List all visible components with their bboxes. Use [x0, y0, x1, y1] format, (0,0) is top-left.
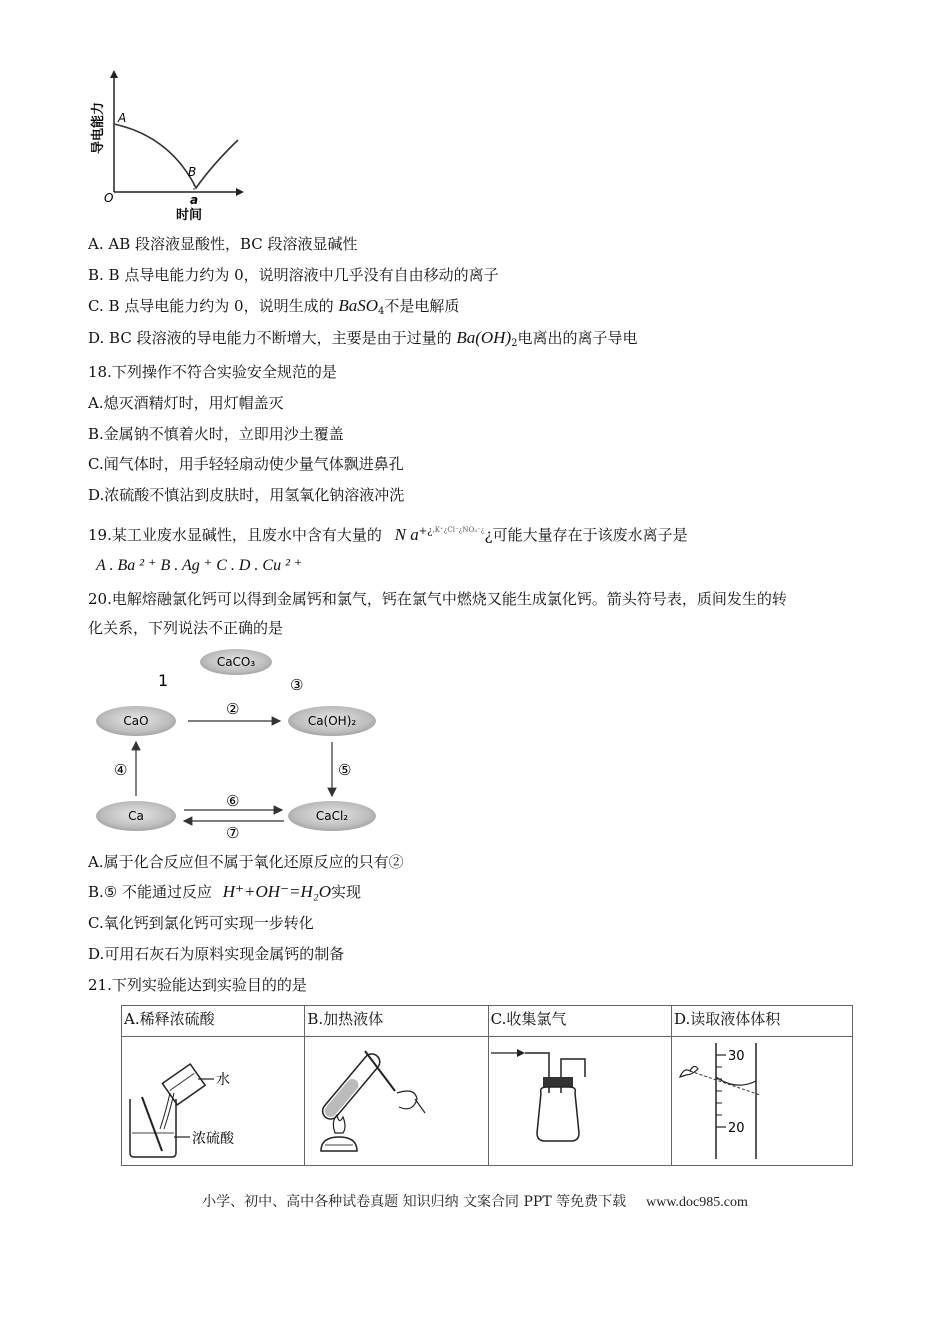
q19-stem-pre: 19.某工业废水显碱性，且废水中含有大量的 — [88, 526, 382, 544]
q17-c-sub: 4 — [378, 306, 385, 317]
q17-option-b: B. B 点导电能力约为 0，说明溶液中几乎没有自由移动的离子 — [88, 266, 499, 284]
q17-d-formula: Ba(OH) — [456, 328, 512, 347]
q19-ion: N a — [394, 525, 419, 544]
dilute-acid-figure — [122, 1037, 302, 1161]
q20-b-formula: H⁺+OH⁻=H₂O — [222, 882, 331, 901]
q20-option-c: C.氧化钙到氯化钙可实现一步转化 — [88, 914, 314, 932]
q18-option-d: D.浓硫酸不慎沾到皮肤时，用氢氧化钠溶液冲洗 — [88, 486, 405, 504]
node-ca-label: Ca — [128, 809, 144, 823]
table-header-row — [122, 1006, 853, 1037]
q17-c-formula: BaSO — [338, 296, 379, 315]
conductivity-curve — [114, 124, 238, 188]
x-axis-arrow-icon — [236, 188, 244, 196]
q19-stem-post: ¿可能大量存在于该废水离子是 — [484, 526, 688, 544]
q20-b-pre: B.⑤ 不能通过反应 — [88, 883, 213, 901]
label-water: 水 — [216, 1072, 230, 1088]
diagram-num-4: ④ — [114, 761, 128, 779]
q17-d-post: 电离出的离子导电 — [517, 329, 638, 347]
node-caco3-label: CaCO₃ — [216, 655, 256, 669]
diagram-num-5: ⑤ — [338, 761, 352, 779]
node-cacl2-label: CaCl₂ — [315, 809, 349, 823]
graph-origin: O — [104, 191, 114, 205]
graph-point-b: B — [188, 165, 197, 179]
header-c: C.收集氯气 — [488, 1006, 671, 1037]
q21-experiment-table — [121, 1005, 853, 1166]
q17-c-pre: C. B 点导电能力约为 0，说明生成的 — [88, 297, 334, 315]
tick-30: 30 — [728, 1049, 745, 1064]
q17-option-c — [88, 296, 459, 322]
footer-url[interactable]: www.doc985.com — [646, 1195, 748, 1210]
diagram-num-7: ⑦ — [226, 824, 240, 840]
conductivity-graph — [88, 66, 248, 224]
q19-stem — [88, 520, 688, 545]
q20-option-d: D.可用石灰石为原料实现金属钙的制备 — [88, 945, 345, 963]
calcium-cycle-diagram — [88, 644, 388, 840]
q20-stem-line2: 化关系，下列说法不正确的是 — [88, 619, 284, 637]
cell-b — [305, 1037, 488, 1166]
heat-liquid-figure — [305, 1037, 485, 1161]
cell-c — [488, 1037, 671, 1166]
q19-ion-sup: +¿ — [418, 526, 433, 537]
table-picture-row — [122, 1037, 853, 1166]
y-axis-arrow-icon — [110, 70, 118, 78]
diagram-num-2: ② — [226, 700, 240, 718]
read-volume-figure — [672, 1037, 852, 1161]
q19-options: A . Ba ² ⁺ B . Ag ⁺ C . D . Cu ² ⁺ — [96, 557, 303, 574]
collect-chlorine-figure — [489, 1037, 669, 1161]
q17-option-a: A. AB 段溶液显酸性，BC 段溶液显碱性 — [88, 235, 358, 253]
q21-stem: 21.下列实验能达到实验目的的是 — [88, 976, 307, 994]
diagram-num-6: ⑥ — [226, 792, 240, 810]
diagram-num-1: 1 — [158, 671, 169, 690]
q18-option-c: C.闻气体时，用手轻轻扇动使少量气体飘进鼻孔 — [88, 455, 404, 473]
cell-d — [672, 1037, 853, 1166]
tick-20: 20 — [728, 1121, 745, 1136]
q20-b-post: 实现 — [330, 883, 361, 901]
q17-c-post: 不是电解质 — [384, 297, 460, 315]
graph-xlabel: 时间 — [176, 208, 203, 223]
q17-option-d — [88, 328, 638, 354]
node-caoh2-label: Ca(OH)₂ — [307, 714, 357, 728]
q18-option-b: B.金属钠不慎着火时，立即用沙土覆盖 — [88, 425, 344, 443]
graph-point-a-upper: A — [118, 111, 127, 125]
q18-option-a: A.熄灭酒精灯时，用灯帽盖灭 — [88, 394, 284, 412]
q20-option-b — [88, 882, 361, 902]
graph-point-a-lower: a — [190, 193, 199, 207]
cell-a — [122, 1037, 305, 1166]
diagram-num-3: ③ — [290, 676, 304, 694]
header-b: B.加热液体 — [305, 1006, 488, 1037]
q18-stem: 18.下列操作不符合实验安全规范的是 — [88, 363, 337, 381]
q20-stem-line1: 20.电解熔融氯化钙可以得到金属钙和氯气，钙在氯气中燃烧又能生成氯化钙。箭头符号表，质间发生的转 — [88, 590, 787, 608]
q17-d-pre: D. BC 段溶液的导电能力不断增大，主要是由于过量的 — [88, 329, 452, 347]
node-cao-label: CaO — [123, 714, 149, 728]
label-concentrated-acid: 浓硫酸 — [192, 1131, 234, 1147]
header-a: A.稀释浓硫酸 — [122, 1006, 305, 1037]
page-footer — [0, 1191, 950, 1211]
q17-d-sub: 2 — [511, 338, 518, 349]
header-d: D.读取液体体积 — [672, 1006, 853, 1037]
q20-option-a: A.属于化合反应但不属于氧化还原反应的只有② — [88, 853, 404, 871]
graph-ylabel: 导电能力 — [91, 101, 106, 154]
q19-garbled: ,K⁺¿Cl⁻¿NO₃⁻¿ — [432, 526, 485, 534]
footer-text: 小学、初中、高中各种试卷真题 知识归纳 文案合同 PPT 等免费下载 — [202, 1194, 627, 1210]
